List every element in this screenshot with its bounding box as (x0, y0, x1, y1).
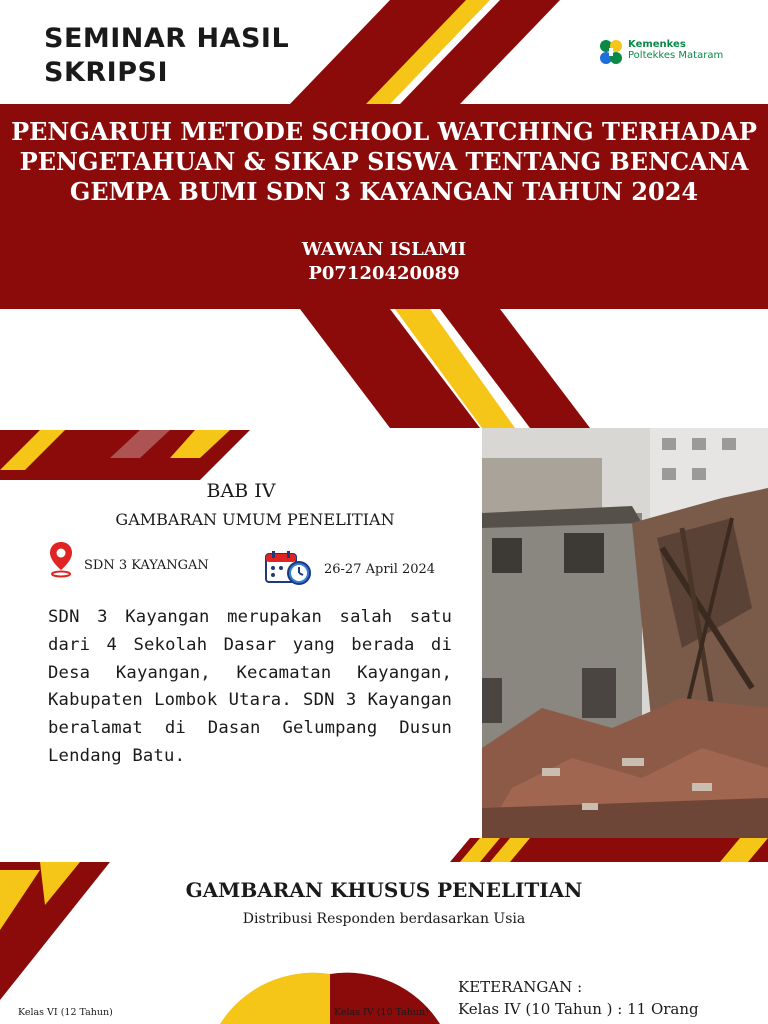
thesis-title (10, 117, 758, 207)
pie-label-right: Kelas IV (10 Tahun) (334, 1007, 429, 1018)
logo-text (628, 39, 723, 61)
pie-label-left: Kelas VI (12 Tahun) (18, 1007, 113, 1018)
author-id: P07120420089 (308, 263, 460, 284)
damaged-building-photo (482, 428, 768, 838)
thesis-title-line: PENGETAHUAN & SIKAP SISWA TENTANG BENCANA (19, 147, 749, 176)
date-label: 26-27 April 2024 (324, 562, 436, 577)
thesis-title-line: PENGARUH METODE SCHOOL WATCHING TERHADAP (11, 117, 757, 146)
author-name: WAWAN ISLAMI (301, 239, 467, 260)
logo-name: Kemenkes (628, 39, 686, 50)
location-label: SDN 3 KAYANGAN (84, 558, 209, 573)
seminar-title: SEMINAR HASIL SKRIPSI (44, 23, 290, 88)
calendar-clock-icon (264, 550, 312, 586)
author-block (0, 238, 768, 286)
school-description: SDN 3 Kayangan merupakan salah satu dari 4 Sekolah Dasar yang berada di Desa Kayangan, Kecamatan Kayangan, Kabupaten Lombok Utara. SDN 3 Kayangan beralamat di Dasan Gelumpang Dusun Lendang Batu. (48, 607, 452, 766)
section-title: GAMBARAN KHUSUS PENELITIAN (185, 878, 583, 902)
section-subtitle: Distribusi Responden berdasarkan Usia (242, 911, 526, 927)
chapter-subtitle: GAMBARAN UMUM PENELITIAN (115, 510, 395, 529)
keterangan-item: Kelas IV (10 Tahun ) : 11 Orang (458, 1000, 699, 1018)
keterangan-title: KETERANGAN : (458, 978, 583, 996)
pie-slice-kelas-vi (220, 973, 330, 1024)
chapter-title: BAB IV (206, 480, 276, 502)
thesis-title-line: GEMPA BUMI SDN 3 KAYANGAN TAHUN 2024 (69, 177, 699, 206)
logo-sub: Poltekkes Mataram (628, 50, 724, 61)
location-pin-icon (48, 540, 74, 578)
